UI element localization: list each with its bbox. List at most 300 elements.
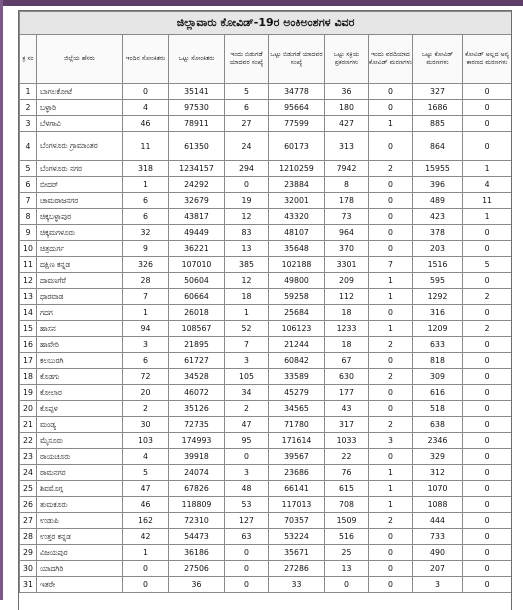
cell-total-deaths: 595 [413,273,463,289]
cell-sl: 22 [20,433,37,449]
cell-total-cases: 174993 [169,433,225,449]
cell-today-deaths: 0 [369,241,413,257]
cell-other-deaths: 2 [463,289,512,305]
cell-total-deaths: 733 [413,529,463,545]
cell-today-cases: 5 [123,465,169,481]
cell-total-cases: 35126 [169,401,225,417]
cell-today-discharged: 3 [225,353,269,369]
cell-other-deaths: 5 [463,257,512,273]
cell-total-discharged: 70357 [269,513,325,529]
cell-total-deaths: 312 [413,465,463,481]
cell-active: 630 [325,369,369,385]
cell-total-discharged: 39567 [269,449,325,465]
cell-today-cases: 9 [123,241,169,257]
cell-today-discharged: 3 [225,465,269,481]
cell-today-deaths: 0 [369,225,413,241]
cell-total-deaths: 378 [413,225,463,241]
cell-total-discharged: 34565 [269,401,325,417]
cell-today-deaths: 2 [369,417,413,433]
cell-total-discharged: 117013 [269,497,325,513]
cell-total-deaths: 2346 [413,433,463,449]
cell-today-deaths: 0 [369,100,413,116]
cell-other-deaths: 0 [463,84,512,100]
cell-sl: 16 [20,337,37,353]
cell-today-discharged: 47 [225,417,269,433]
cell-other-deaths: 0 [463,273,512,289]
cell-sl: 3 [20,116,37,132]
cell-other-deaths: 0 [463,225,512,241]
cell-active: 7942 [325,161,369,177]
cell-sl: 25 [20,481,37,497]
cell-other-deaths: 0 [463,577,512,593]
cell-total-discharged: 25684 [269,305,325,321]
cell-today-cases: 46 [123,116,169,132]
table-row [20,193,512,209]
cell-active: 1233 [325,321,369,337]
cell-district: ದಾವಣಗೆರೆ [37,273,123,289]
cell-district: ರಾಮನಗರ [37,465,123,481]
cell-district: ಗದಗ [37,305,123,321]
cell-today-cases: 4 [123,100,169,116]
cell-sl: 23 [20,449,37,465]
table-row [20,561,512,577]
cell-district: ಹಾಸನ [37,321,123,337]
cell-total-cases: 36 [169,577,225,593]
cell-total-discharged: 35648 [269,241,325,257]
cell-sl: 27 [20,513,37,529]
cell-active: 67 [325,353,369,369]
cell-total-discharged: 1210259 [269,161,325,177]
cell-sl: 1 [20,84,37,100]
cell-today-deaths: 0 [369,529,413,545]
table-row [20,273,512,289]
cell-sl: 30 [20,561,37,577]
cell-total-deaths: 396 [413,177,463,193]
cell-active: 178 [325,193,369,209]
table-title: ಜಿಲ್ಲಾವಾರು ಕೋವಿಡ್-19ರ ಅಂಕಿಅಂಶಗಳ ವಿವರ [20,12,512,35]
cell-today-cases: 4 [123,449,169,465]
cell-today-deaths: 1 [369,465,413,481]
cell-district: ದಕ್ಷಿಣ ಕನ್ನಡ [37,257,123,273]
cell-sl: 8 [20,209,37,225]
table-row [20,305,512,321]
cell-district: ಉತ್ತರ ಕನ್ನಡ [37,529,123,545]
cell-today-discharged: 127 [225,513,269,529]
cell-total-discharged: 59258 [269,289,325,305]
cell-total-cases: 39918 [169,449,225,465]
cell-active: 0 [325,577,369,593]
cell-today-deaths: 1 [369,497,413,513]
table-row [20,337,512,353]
cell-today-cases: 0 [123,577,169,593]
cell-other-deaths: 4 [463,177,512,193]
cell-other-deaths: 0 [463,449,512,465]
cell-district: ಚಾಮರಾಜನಗರ [37,193,123,209]
cell-today-deaths: 0 [369,401,413,417]
cell-today-deaths: 0 [369,545,413,561]
table-row [20,577,512,593]
table-row [20,116,512,132]
cell-today-cases: 1 [123,545,169,561]
col-header-today-cases: ಇಂದಿನ ಸೋಂಕಿತರು [123,35,169,84]
cell-today-deaths: 0 [369,305,413,321]
cell-other-deaths: 0 [463,513,512,529]
cell-today-deaths: 0 [369,209,413,225]
cell-district: ಬಾಗಲಕೋಟೆ [37,84,123,100]
cell-today-cases: 1 [123,177,169,193]
cell-today-cases: 162 [123,513,169,529]
cell-active: 427 [325,116,369,132]
cell-today-cases: 1 [123,305,169,321]
cell-total-cases: 49449 [169,225,225,241]
cell-today-discharged: 0 [225,561,269,577]
cell-sl: 2 [20,100,37,116]
cell-today-discharged: 0 [225,577,269,593]
cell-sl: 4 [20,132,37,161]
cell-today-deaths: 1 [369,321,413,337]
cell-total-cases: 1234157 [169,161,225,177]
cell-total-cases: 61350 [169,132,225,161]
table-row [20,433,512,449]
table-row [20,545,512,561]
cell-active: 18 [325,305,369,321]
cell-total-deaths: 207 [413,561,463,577]
cell-active: 964 [325,225,369,241]
cell-total-discharged: 53224 [269,529,325,545]
cell-total-cases: 107010 [169,257,225,273]
cell-today-discharged: 0 [225,449,269,465]
cell-total-cases: 46072 [169,385,225,401]
cell-total-discharged: 35671 [269,545,325,561]
cell-active: 36 [325,84,369,100]
cell-district: ಬೀದರ್ [37,177,123,193]
cell-total-deaths: 633 [413,337,463,353]
table-row [20,401,512,417]
cell-total-discharged: 48107 [269,225,325,241]
col-header-district: ಜಿಲ್ಲೆಯ ಹೆಸರು [37,35,123,84]
cell-today-deaths: 0 [369,177,413,193]
cell-active: 8 [325,177,369,193]
cell-today-cases: 7 [123,289,169,305]
cell-district: ರಾಯಚೂರು [37,449,123,465]
cell-total-cases: 36221 [169,241,225,257]
cell-total-discharged: 171614 [269,433,325,449]
header-row [20,35,512,84]
cell-today-cases: 2 [123,401,169,417]
cell-total-deaths: 15955 [413,161,463,177]
cell-total-deaths: 1088 [413,497,463,513]
cell-active: 43 [325,401,369,417]
table-row [20,209,512,225]
cell-other-deaths: 0 [463,369,512,385]
cell-active: 25 [325,545,369,561]
cell-total-cases: 21895 [169,337,225,353]
cell-active: 18 [325,337,369,353]
cell-district: ಚಿತ್ರದುರ್ಗ [37,241,123,257]
table-row [20,225,512,241]
cell-total-discharged: 34778 [269,84,325,100]
cell-total-discharged: 49800 [269,273,325,289]
cell-other-deaths: 2 [463,321,512,337]
cell-today-deaths: 0 [369,193,413,209]
cell-total-deaths: 1686 [413,100,463,116]
cell-total-deaths: 1516 [413,257,463,273]
cell-other-deaths: 11 [463,193,512,209]
cell-sl: 26 [20,497,37,513]
cell-active: 180 [325,100,369,116]
cell-district: ಮೈಸೂರು [37,433,123,449]
cell-today-cases: 20 [123,385,169,401]
cell-other-deaths: 0 [463,100,512,116]
cell-total-cases: 24292 [169,177,225,193]
cell-today-discharged: 24 [225,132,269,161]
cell-district: ಶಿವಮೊಗ್ಗ [37,481,123,497]
cell-today-cases: 11 [123,132,169,161]
cell-active: 516 [325,529,369,545]
cell-total-deaths: 444 [413,513,463,529]
cell-today-discharged: 12 [225,209,269,225]
cell-district: ಇತರೇ [37,577,123,593]
cell-active: 13 [325,561,369,577]
cell-active: 615 [325,481,369,497]
cell-today-cases: 103 [123,433,169,449]
cell-total-deaths: 1070 [413,481,463,497]
cell-sl: 13 [20,289,37,305]
table-row [20,369,512,385]
cell-total-discharged: 45279 [269,385,325,401]
cell-total-cases: 61727 [169,353,225,369]
cell-today-deaths: 3 [369,433,413,449]
cell-district: ತುಮಕೂರು [37,497,123,513]
cell-total-cases: 78911 [169,116,225,132]
cell-sl: 9 [20,225,37,241]
cell-district: ಬೆಂಗಳೂರು ಗ್ರಾಮಾಂತರ [37,132,123,161]
table-row [20,497,512,513]
cell-district: ಚಿಕ್ಕಮಗಳೂರು [37,225,123,241]
cell-today-discharged: 5 [225,84,269,100]
cell-today-cases: 3 [123,337,169,353]
cell-today-deaths: 2 [369,337,413,353]
cell-active: 317 [325,417,369,433]
table-row [20,84,512,100]
cell-sl: 29 [20,545,37,561]
cell-total-cases: 67826 [169,481,225,497]
cell-today-cases: 94 [123,321,169,337]
cell-total-cases: 35141 [169,84,225,100]
cell-today-discharged: 0 [225,177,269,193]
cell-total-deaths: 616 [413,385,463,401]
cell-today-discharged: 12 [225,273,269,289]
cell-today-discharged: 1 [225,305,269,321]
cell-district: ಕೊಪ್ಪಳ [37,401,123,417]
cell-active: 3301 [325,257,369,273]
cell-other-deaths: 0 [463,497,512,513]
window-top-bar [0,0,523,6]
col-header-active: ಒಟ್ಟು ಸಕ್ರಿಯ ಪ್ರಕರಣಗಳು [325,35,369,84]
cell-today-discharged: 2 [225,401,269,417]
table-row [20,385,512,401]
cell-today-deaths: 0 [369,132,413,161]
cell-total-deaths: 818 [413,353,463,369]
cell-total-deaths: 423 [413,209,463,225]
cell-today-deaths: 1 [369,116,413,132]
cell-total-discharged: 32001 [269,193,325,209]
cell-sl: 24 [20,465,37,481]
cell-today-cases: 42 [123,529,169,545]
cell-today-cases: 6 [123,209,169,225]
table-row [20,513,512,529]
cell-today-deaths: 0 [369,353,413,369]
cell-sl: 11 [20,257,37,273]
cell-today-deaths: 1 [369,289,413,305]
cell-sl: 10 [20,241,37,257]
window-left-bar [0,0,3,600]
cell-other-deaths: 0 [463,561,512,577]
cell-sl: 20 [20,401,37,417]
cell-total-cases: 72735 [169,417,225,433]
cell-total-discharged: 60842 [269,353,325,369]
cell-today-discharged: 95 [225,433,269,449]
cell-other-deaths: 0 [463,116,512,132]
cell-active: 112 [325,289,369,305]
cell-active: 22 [325,449,369,465]
cell-today-deaths: 0 [369,561,413,577]
cell-total-deaths: 327 [413,84,463,100]
table-row [20,321,512,337]
cell-total-discharged: 71780 [269,417,325,433]
cell-sl: 5 [20,161,37,177]
district-stats-table [19,11,512,593]
cell-sl: 28 [20,529,37,545]
table-row [20,132,512,161]
cell-today-discharged: 52 [225,321,269,337]
table-row [20,465,512,481]
cell-total-cases: 50604 [169,273,225,289]
cell-active: 209 [325,273,369,289]
cell-total-discharged: 66141 [269,481,325,497]
cell-today-deaths: 2 [369,161,413,177]
cell-today-discharged: 13 [225,241,269,257]
cell-total-cases: 43817 [169,209,225,225]
cell-total-deaths: 309 [413,369,463,385]
cell-today-cases: 0 [123,561,169,577]
cell-today-deaths: 2 [369,513,413,529]
cell-active: 73 [325,209,369,225]
cell-district: ಚಿಕ್ಕಬಳ್ಳಾಪುರ [37,209,123,225]
cell-sl: 17 [20,353,37,369]
cell-active: 313 [325,132,369,161]
cell-other-deaths: 0 [463,337,512,353]
table-row [20,100,512,116]
cell-total-deaths: 3 [413,577,463,593]
cell-total-deaths: 1209 [413,321,463,337]
cell-total-cases: 60664 [169,289,225,305]
cell-total-deaths: 489 [413,193,463,209]
col-header-other-deaths: ಕೋವಿಡ್ ಅಲ್ಲದ ಅನ್ಯ ಕಾರಣದ ಮರಣಗಳು [463,35,512,84]
cell-other-deaths: 0 [463,353,512,369]
cell-district: ಯಾದಗಿರಿ [37,561,123,577]
cell-district: ಬಳ್ಳಾರಿ [37,100,123,116]
cell-total-discharged: 77599 [269,116,325,132]
cell-other-deaths: 0 [463,385,512,401]
col-header-total-discharged: ಒಟ್ಟು ಬಿಡುಗಡೆ ಯಾದವರ ಸಂಖ್ಯೆ [269,35,325,84]
cell-today-cases: 0 [123,84,169,100]
cell-today-deaths: 0 [369,577,413,593]
cell-today-cases: 318 [123,161,169,177]
cell-total-cases: 24074 [169,465,225,481]
col-header-sl: ಕ್ರ ಸಂ [20,35,37,84]
cell-today-discharged: 34 [225,385,269,401]
table-row [20,481,512,497]
cell-total-discharged: 95664 [269,100,325,116]
cell-today-cases: 30 [123,417,169,433]
cell-other-deaths: 0 [463,433,512,449]
cell-today-deaths: 0 [369,84,413,100]
cell-active: 177 [325,385,369,401]
cell-total-deaths: 203 [413,241,463,257]
cell-sl: 31 [20,577,37,593]
cell-total-discharged: 27286 [269,561,325,577]
cell-total-deaths: 329 [413,449,463,465]
cell-today-discharged: 105 [225,369,269,385]
cell-sl: 21 [20,417,37,433]
col-header-total-deaths: ಒಟ್ಟು ಕೋವಿಡ್ ಮರಣಗಳು [413,35,463,84]
cell-other-deaths: 0 [463,132,512,161]
cell-total-cases: 54473 [169,529,225,545]
cell-today-cases: 28 [123,273,169,289]
cell-today-discharged: 53 [225,497,269,513]
cell-district: ಕಲಬುರಗಿ [37,353,123,369]
cell-today-deaths: 1 [369,481,413,497]
cell-total-discharged: 23884 [269,177,325,193]
cell-active: 1033 [325,433,369,449]
cell-total-discharged: 33589 [269,369,325,385]
table-row [20,417,512,433]
cell-active: 708 [325,497,369,513]
table-row [20,449,512,465]
col-header-total-cases: ಒಟ್ಟು ಸೋಂಕಿತರು [169,35,225,84]
cell-today-cases: 46 [123,497,169,513]
cell-today-cases: 6 [123,353,169,369]
cell-district: ಕೋಲಾರ [37,385,123,401]
cell-today-deaths: 7 [369,257,413,273]
cell-active: 76 [325,465,369,481]
table-row [20,529,512,545]
cell-other-deaths: 1 [463,161,512,177]
cell-today-discharged: 83 [225,225,269,241]
cell-total-deaths: 490 [413,545,463,561]
cell-today-cases: 32 [123,225,169,241]
cell-today-cases: 6 [123,193,169,209]
cell-active: 1509 [325,513,369,529]
cell-sl: 6 [20,177,37,193]
table-row [20,289,512,305]
cell-total-deaths: 885 [413,116,463,132]
cell-sl: 7 [20,193,37,209]
cell-other-deaths: 0 [463,465,512,481]
cell-other-deaths: 0 [463,401,512,417]
table-row [20,241,512,257]
cell-total-discharged: 102188 [269,257,325,273]
cell-total-cases: 32679 [169,193,225,209]
cell-total-cases: 34528 [169,369,225,385]
cell-today-discharged: 63 [225,529,269,545]
cell-total-cases: 108567 [169,321,225,337]
cell-today-cases: 72 [123,369,169,385]
cell-sl: 19 [20,385,37,401]
cell-today-deaths: 0 [369,449,413,465]
cell-today-deaths: 0 [369,385,413,401]
